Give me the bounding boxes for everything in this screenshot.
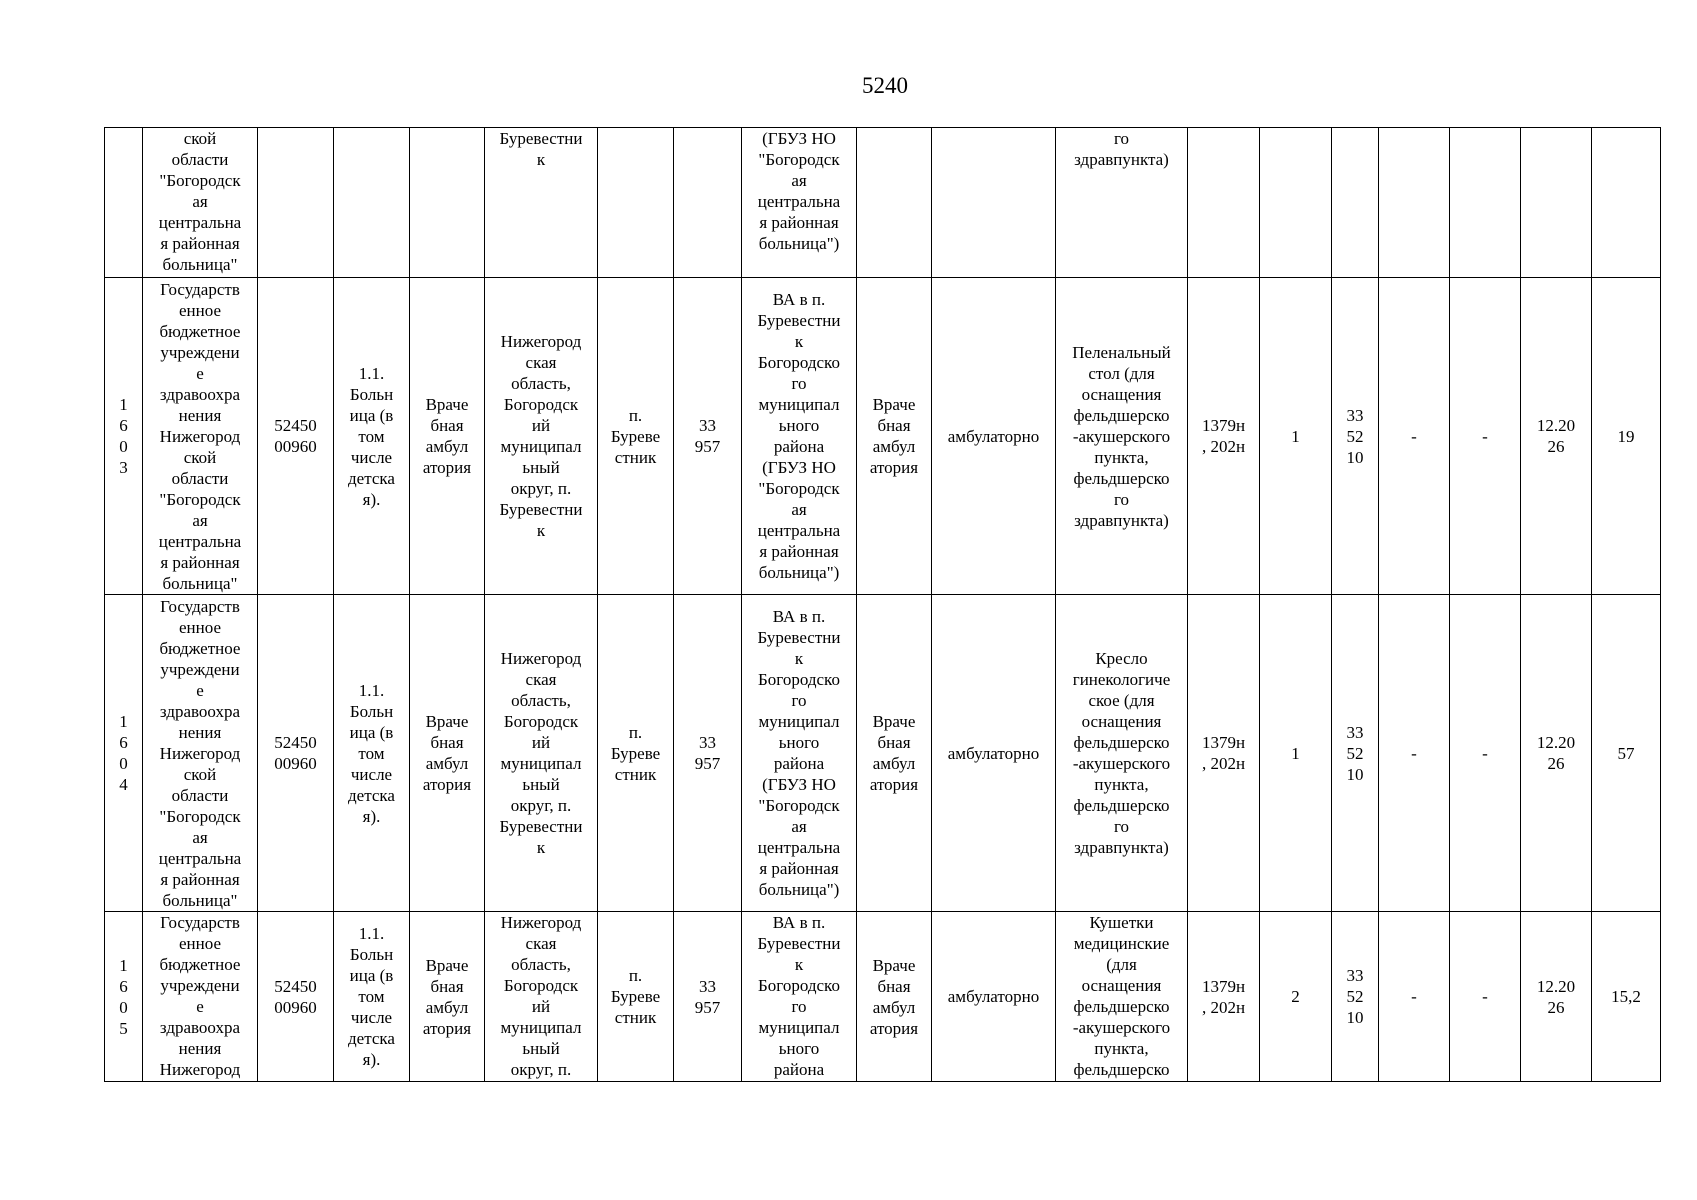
cell-col15: -	[1379, 912, 1450, 1082]
cell-price	[1592, 128, 1661, 278]
cell-unit-type: Враче бная амбул атория	[857, 912, 932, 1082]
cell-category: 1.1. Больн ица (в том числе детска я).	[334, 595, 410, 912]
cell-unit: Враче бная амбул атория	[410, 912, 485, 1082]
cell-care-form	[932, 128, 1056, 278]
cell-organization: ской области "Богородск ая центральна я районная больница"	[143, 128, 258, 278]
cell-address: Нижегород ская область, Богородск ий муниципал ьный округ, п. Буревестни к	[485, 595, 598, 912]
cell-number: 1 6 0 4	[105, 595, 143, 912]
cell-oktmo	[674, 128, 742, 278]
cell-number: 1 6 0 3	[105, 278, 143, 595]
equipment-table	[104, 127, 1661, 1082]
cell-subdivision: (ГБУЗ НО "Богородск ая центральна я районная больница")	[742, 128, 857, 278]
cell-organization: Государств енное бюджетное учреждени е здравоохра нения Нижегород ской области "Богородск ая центральна я районная больница"	[143, 595, 258, 912]
cell-date: 12.20 26	[1521, 278, 1592, 595]
cell-col15	[1379, 128, 1450, 278]
cell-col15: -	[1379, 278, 1450, 595]
table-row	[105, 595, 1661, 912]
cell-settlement: п. Бурeве стник	[598, 278, 674, 595]
cell-equipment: Пеленальный стол (для оснащения фельдшерско -акушерского пункта, фельдшерско го здравпункта)	[1056, 278, 1188, 595]
cell-oktmo: 33 957	[674, 278, 742, 595]
cell-subdivision: ВА в п. Буревестни к Богородско го муниципал ьного района (ГБУЗ НО "Богородск ая центральна я районная больница")	[742, 595, 857, 912]
cell-unit	[410, 128, 485, 278]
cell-subdivision: ВА в п. Буревестни к Богородско го муниципал ьного района	[742, 912, 857, 1082]
cell-price: 19	[1592, 278, 1661, 595]
cell-care-form: амбулаторно	[932, 912, 1056, 1082]
cell-okpd: 33 52 10	[1332, 912, 1379, 1082]
cell-equipment: го здравпункта)	[1056, 128, 1188, 278]
cell-number	[105, 128, 143, 278]
cell-address: Нижегород ская область, Богородск ий муниципал ьный округ, п.	[485, 912, 598, 1082]
cell-equipment: Кресло гинекологиче ское (для оснащения фельдшерско -акушерского пункта, фельдшерско го здравпункта)	[1056, 595, 1188, 912]
cell-category	[334, 128, 410, 278]
cell-unit: Враче бная амбул атория	[410, 278, 485, 595]
cell-oktmo: 33 957	[674, 912, 742, 1082]
cell-order: 1379н , 202н	[1188, 278, 1260, 595]
table-row	[105, 128, 1661, 278]
cell-col16: -	[1450, 912, 1521, 1082]
cell-code: 52450 00960	[258, 595, 334, 912]
cell-oktmo: 33 957	[674, 595, 742, 912]
cell-date: 12.20 26	[1521, 912, 1592, 1082]
cell-col16: -	[1450, 595, 1521, 912]
cell-category: 1.1. Больн ица (в том числе детска я).	[334, 912, 410, 1082]
cell-col16	[1450, 128, 1521, 278]
cell-settlement: п. Бурeве стник	[598, 595, 674, 912]
cell-care-form: амбулаторно	[932, 278, 1056, 595]
cell-organization: Государств енное бюджетное учреждени е здравоохра нения Нижегород ской области "Богородск ая центральна я районная больница"	[143, 278, 258, 595]
table-row	[105, 912, 1661, 1082]
cell-unit: Враче бная амбул атория	[410, 595, 485, 912]
cell-order: 1379н , 202н	[1188, 912, 1260, 1082]
cell-col15: -	[1379, 595, 1450, 912]
page-number: 5240	[862, 73, 908, 98]
cell-price: 57	[1592, 595, 1661, 912]
cell-quantity: 1	[1260, 595, 1332, 912]
cell-price: 15,2	[1592, 912, 1661, 1082]
cell-number: 1 6 0 5	[105, 912, 143, 1082]
cell-quantity	[1260, 128, 1332, 278]
cell-order	[1188, 128, 1260, 278]
cell-subdivision: ВА в п. Буревестни к Богородско го муниципал ьного района (ГБУЗ НО "Богородск ая центральна я районная больница")	[742, 278, 857, 595]
cell-care-form: амбулаторно	[932, 595, 1056, 912]
cell-settlement	[598, 128, 674, 278]
cell-okpd	[1332, 128, 1379, 278]
cell-settlement: п. Бурeве стник	[598, 912, 674, 1082]
cell-code: 52450 00960	[258, 912, 334, 1082]
table-row	[105, 278, 1661, 595]
cell-code	[258, 128, 334, 278]
cell-code: 52450 00960	[258, 278, 334, 595]
cell-equipment: Кушетки медицинские (для оснащения фельдшерско -акушерского пункта, фельдшерско	[1056, 912, 1188, 1082]
cell-quantity: 2	[1260, 912, 1332, 1082]
cell-quantity: 1	[1260, 278, 1332, 595]
cell-okpd: 33 52 10	[1332, 595, 1379, 912]
cell-order: 1379н , 202н	[1188, 595, 1260, 912]
cell-col16: -	[1450, 278, 1521, 595]
cell-unit-type	[857, 128, 932, 278]
cell-date	[1521, 128, 1592, 278]
cell-address: Нижегород ская область, Богородск ий муниципал ьный округ, п. Буревестни к	[485, 278, 598, 595]
cell-date: 12.20 26	[1521, 595, 1592, 912]
cell-unit-type: Враче бная амбул атория	[857, 278, 932, 595]
cell-address: Буревестни к	[485, 128, 598, 278]
cell-unit-type: Враче бная амбул атория	[857, 595, 932, 912]
cell-category: 1.1. Больн ица (в том числе детска я).	[334, 278, 410, 595]
cell-organization: Государств енное бюджетное учреждени е здравоохра нения Нижегород	[143, 912, 258, 1082]
cell-okpd: 33 52 10	[1332, 278, 1379, 595]
